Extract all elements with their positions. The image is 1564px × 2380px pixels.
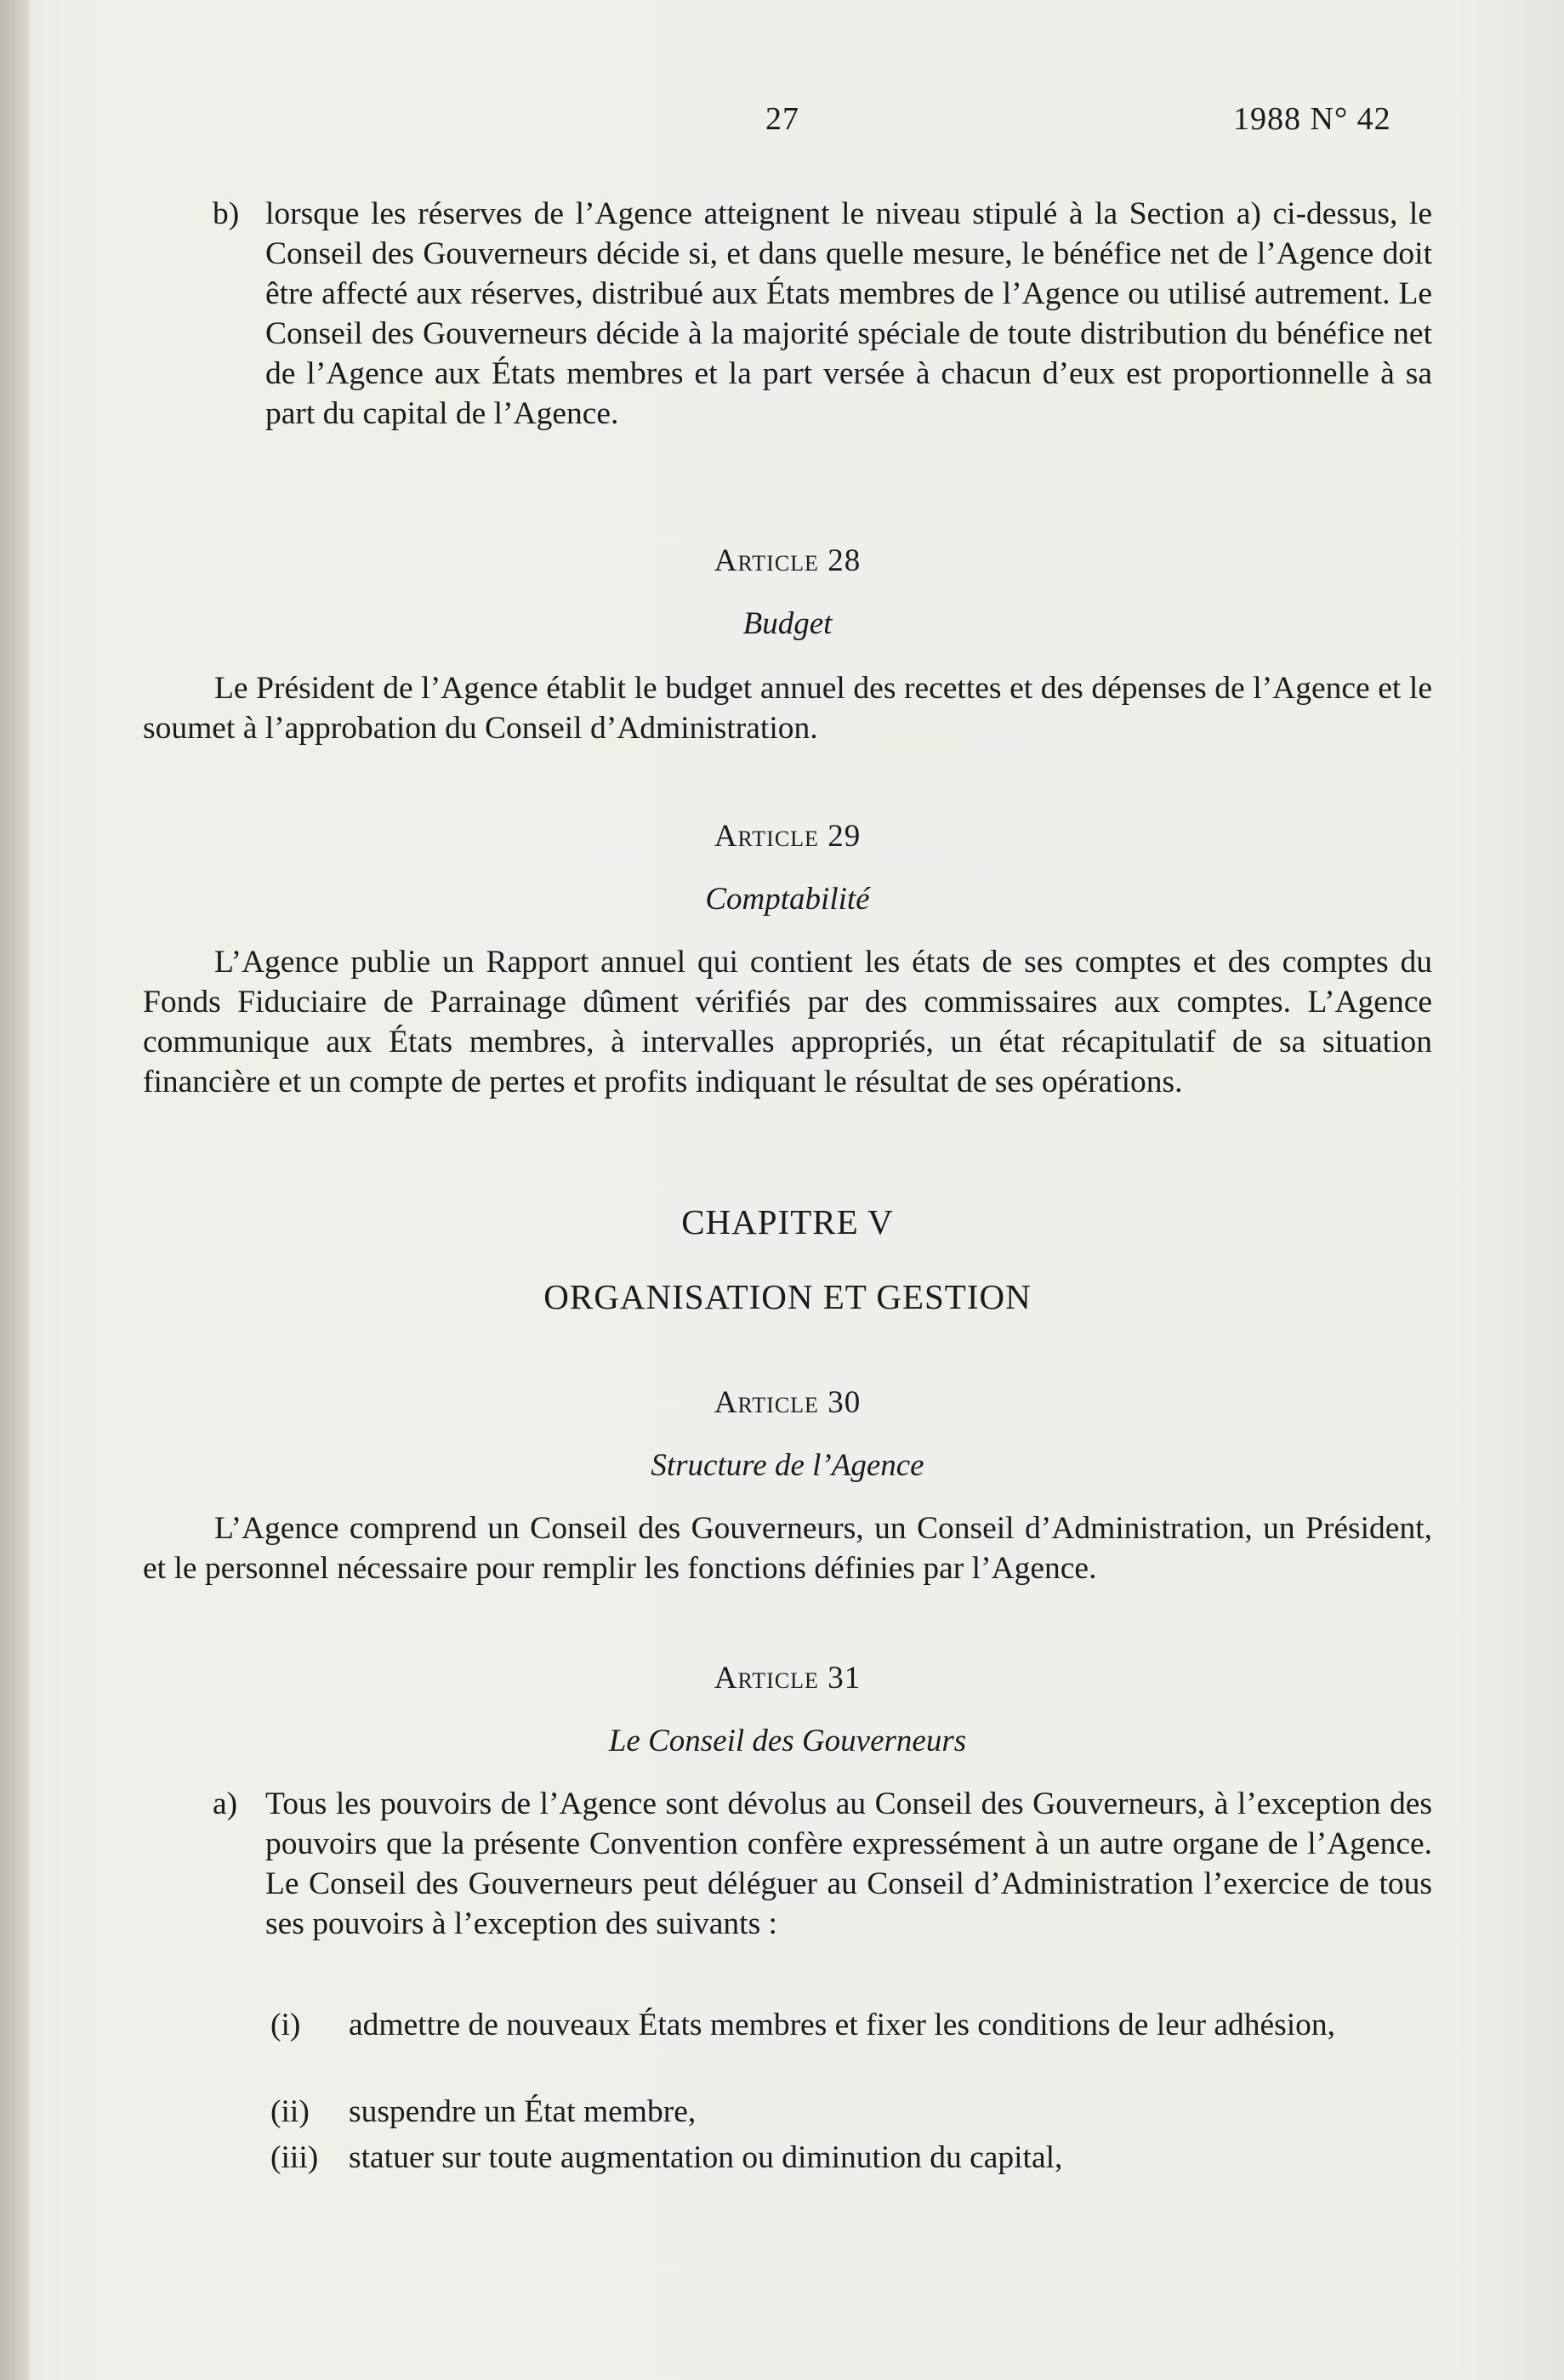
- paragraph-text: lorsque les réserves de l’Agence atteignent le niveau stipulé à la Section a) ci-dessus, le Conseil des Gouverneurs décide si, et dans quelle mesure, le bénéfice net de l’Agence doit être affecté aux réserves, distribué aux États membres de l’Agence ou utilisé autrement. Le Conseil des Gouverneurs décide à la majorité spéciale de toute distribution du bénéfice net de l’Agence aux États membres et la part versée à chacun d’eux est proportionnelle à sa part du capital de l’Agence.: [265, 196, 1432, 431]
- list-item-text: suspendre un État membre,: [349, 2094, 697, 2129]
- year-and-number: 1988 N° 42: [1233, 101, 1391, 137]
- list-item: [143, 2138, 1432, 2178]
- list-item-marker: (i): [270, 2008, 301, 2042]
- article-30-text: L’Agence comprend un Conseil des Gouverneurs, un Conseil d’Administration, un Président, et le personnel nécessaire pour remplir les fonctions définies par l’Agence.: [143, 1511, 1432, 1586]
- chapter-number: CHAPITRE V: [681, 1202, 894, 1241]
- article-28-text: Le Président de l’Agence établit le budget annuel des recettes et des dépenses de l’Agence et le soumet à l’approbation du Conseil d’Administration.: [143, 671, 1432, 746]
- binding-gutter: [0, 0, 29, 2380]
- article-30-subtitle: Structure de l’Agence: [651, 1448, 924, 1483]
- list-item-marker: (ii): [270, 2094, 310, 2129]
- list-item-marker: (iii): [270, 2140, 319, 2175]
- list-item-text: admettre de nouveaux États membres et fixer les conditions de leur adhésion,: [349, 2008, 1336, 2042]
- article-29-title: Article 29: [714, 819, 862, 854]
- page-number: 27: [765, 101, 799, 137]
- article-31-subtitle: Le Conseil des Gouverneurs: [608, 1724, 967, 1758]
- article-28-title: Article 28: [714, 543, 862, 578]
- paragraph-marker: b): [213, 196, 240, 231]
- paragraph-b: [143, 194, 1432, 434]
- chapter-title: ORGANISATION ET GESTION: [543, 1277, 1032, 1316]
- article-31-paragraph-a: [143, 1784, 1432, 1944]
- paragraph-text: Tous les pouvoirs de l’Agence sont dévolus au Conseil des Gouverneurs, à l’exception des pouvoirs que la présente Convention confère expressément à un autre organe de l’Agence. Le Conseil des Gouverneurs peut déléguer au Conseil d’Administration l’exercice de tous ses pouvoirs à l’exception des suivants :: [265, 1786, 1432, 1941]
- list-item: [143, 2092, 1432, 2132]
- list-item-text: statuer sur toute augmentation ou diminution du capital,: [349, 2140, 1063, 2175]
- article-31-title: Article 31: [714, 1661, 862, 1696]
- article-29-text: L’Agence publie un Rapport annuel qui contient les états de ses comptes et des comptes du Fonds Fiduciaire de Parrainage dûment vérifiés par des commissaires aux comptes. L’Agence communique aux États membres, à intervalles appropriés, un état récapitulatif de sa situation financière et un compte de pertes et profits indiquant le résultat de ses opérations.: [143, 945, 1432, 1099]
- list-item: [143, 2005, 1432, 2045]
- article-30-title: Article 30: [714, 1385, 862, 1420]
- article-28-subtitle: Budget: [742, 606, 833, 641]
- article-29-subtitle: Comptabilité: [705, 882, 870, 917]
- paragraph-marker: a): [213, 1786, 238, 1821]
